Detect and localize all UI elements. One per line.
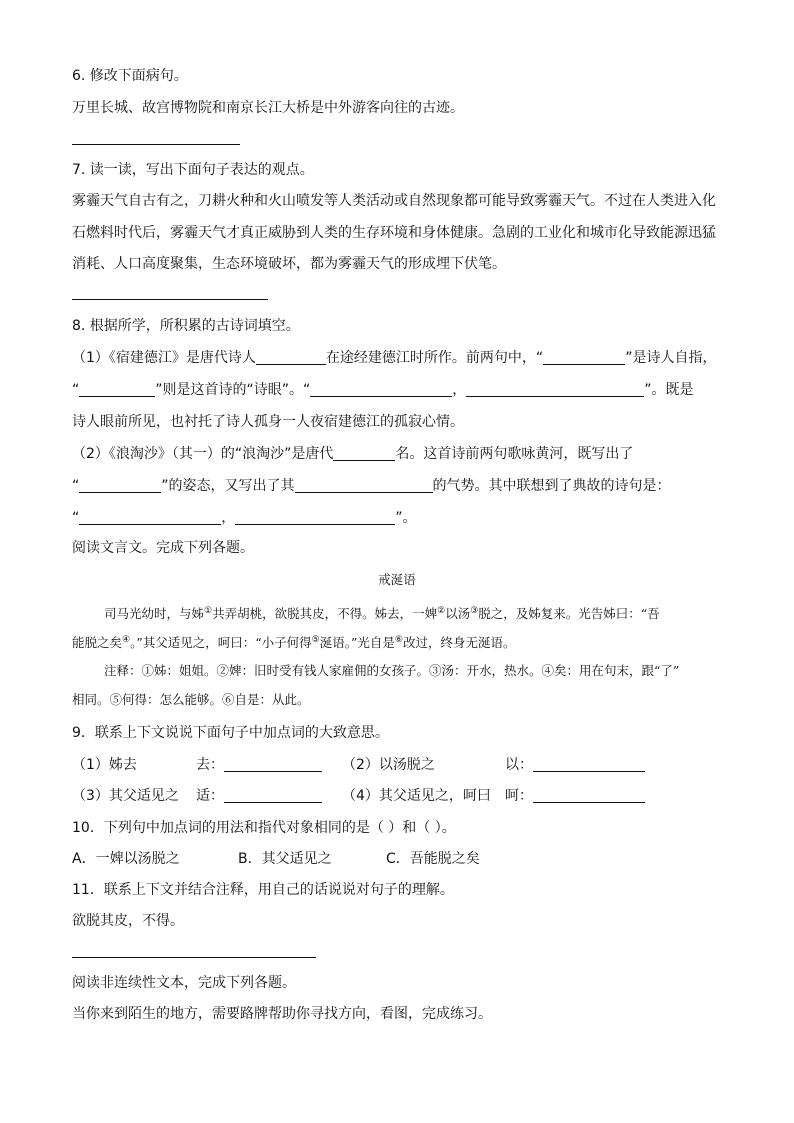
- q8-text: 名。这首诗前两句歌咏黄河，既写出了: [395, 446, 634, 462]
- q8-blank-genre[interactable]: [333, 446, 395, 461]
- q8-line-5: [72, 476, 671, 496]
- q8-line-2: [72, 380, 694, 400]
- q8-blank-self-reference[interactable]: [543, 350, 625, 365]
- footnote-marker: ⑤: [311, 635, 320, 645]
- q6-title: 6. 修改下面病句。: [72, 68, 188, 84]
- q8-text: 在途经建德江时所作。前两句中，“: [325, 350, 544, 366]
- classical-text: 司马光幼时，与姊: [104, 606, 205, 621]
- footnote-marker: ①: [204, 606, 213, 616]
- q9-item-4: （4）其父适见之，呵曰: [342, 788, 491, 804]
- q8-text: ”。: [395, 510, 417, 526]
- q8-blank-verse-1[interactable]: [310, 382, 452, 397]
- q8-text: ”。既是: [644, 382, 694, 398]
- q8-line-3: 诗人眼前所见，也衬托了诗人孤身一人夜宿建德江的孤寂心情。: [72, 414, 464, 430]
- footnote-marker: ③: [470, 606, 479, 616]
- q8-text: 的气势。其中联想到了典故的诗句是：: [432, 478, 671, 494]
- q8-line-6: [72, 508, 417, 528]
- q8-text: （1）《宿建德江》是唐代诗人: [72, 350, 256, 366]
- q8-text: ”则是这首诗的“诗眼”。“: [155, 382, 311, 398]
- q10-option-a[interactable]: A．一婢以汤脱之: [72, 851, 180, 867]
- q9-item-1: （1）姊去: [72, 757, 137, 773]
- classical-text: 共弄胡桃，欲脱其皮，不得。姊去，一婢: [212, 606, 438, 621]
- q9-blank-2[interactable]: [533, 757, 645, 772]
- footnote-marker: ④: [122, 635, 131, 645]
- q8-text: “: [72, 510, 80, 526]
- q9-blank-3[interactable]: [224, 788, 322, 803]
- q8-line-4: [72, 444, 633, 464]
- q9-title: 9．联系上下文说说下面句子中加点词的大致意思。: [72, 725, 389, 741]
- classical-text: 涎语。”光自是: [319, 635, 395, 650]
- q8-blank-poem-eye[interactable]: [79, 382, 155, 397]
- footnote-marker: ②: [437, 606, 446, 616]
- q11-title: 11．联系上下文并结合注释，用自己的话说说对句子的理解。: [72, 882, 454, 898]
- classical-title: 戒涎语: [378, 572, 416, 587]
- q8-blank-posture[interactable]: [79, 478, 161, 493]
- q8-blank-allusion-1[interactable]: [79, 510, 221, 525]
- q9-item-2-answer: [505, 755, 645, 775]
- classical-text-line-2: [72, 630, 515, 653]
- q9-blank-1[interactable]: [224, 757, 322, 772]
- q8-blank-verse-2[interactable]: [466, 382, 644, 397]
- q9-item-2: （2）以汤脱之: [342, 757, 435, 773]
- q9-item-4-answer: [505, 786, 645, 806]
- q8-blank-momentum[interactable]: [295, 478, 433, 493]
- classical-text: 改过，终身无涎语。: [402, 635, 516, 650]
- footnote-marker: ⑥: [394, 635, 403, 645]
- q9-item-3-answer: [196, 786, 322, 806]
- q9-blank-4[interactable]: [533, 788, 645, 803]
- q11-answer-line[interactable]: [72, 957, 316, 958]
- classical-intro: 阅读文言文。完成下列各题。: [72, 540, 254, 556]
- classical-text: 脱之，及姊复来。光告姊曰：“吾: [478, 606, 660, 621]
- q9-word-label: 去：: [196, 757, 224, 773]
- classical-text: 能脱之矣: [72, 635, 123, 650]
- classical-text-line-1: [104, 601, 660, 624]
- q8-blank-allusion-2[interactable]: [235, 510, 395, 525]
- q9-word-label: 以：: [505, 757, 533, 773]
- q9-word-label: 适：: [196, 788, 224, 804]
- q9-word-label: 呵：: [505, 788, 533, 804]
- q10-title: 10．下列句中加点词的用法和指代对象相同的是（ ）和（ ）。: [72, 820, 456, 836]
- q6-answer-line[interactable]: [72, 144, 240, 145]
- q8-text: （2）《浪淘沙》（其一）的“浪淘沙”是唐代: [72, 446, 334, 462]
- q8-title: 8. 根据所学，所积累的古诗词填空。: [72, 318, 300, 334]
- q7-paragraph-line-2: 石燃料时代后，雾霾天气才真正威胁到人类的生存环境和身体健康。急剧的工业化和城市化导致能源迅猛: [72, 225, 716, 241]
- q7-paragraph-line-3: 消耗、人口高度聚集，生态环境破坏，都为雾霾天气的形成埋下伏笔。: [72, 256, 506, 272]
- classical-notes-line-2: 相同。⑤何得：怎么能够。⑥自是：从此。: [72, 692, 310, 707]
- q8-text: ”的姿态，又写出了其: [161, 478, 295, 494]
- q7-title: 7. 读一读，写出下面句子表达的观点。: [72, 162, 314, 178]
- q11-sentence: 欲脱其皮，不得。: [72, 913, 184, 929]
- classical-text: 以汤: [445, 606, 471, 621]
- classical-text: 。”其父适见之，呵曰：“小子何得: [130, 635, 312, 650]
- q10-option-b[interactable]: B．其父适见之: [238, 851, 332, 867]
- q8-blank-poet[interactable]: [256, 350, 326, 365]
- q7-paragraph-line-1: 雾霾天气自古有之，刀耕火种和火山喷发等人类活动或自然现象都可能导致雾霾天气。不过在人类进入化: [72, 193, 716, 209]
- q9-item-1-answer: [196, 755, 322, 775]
- q8-text: “: [72, 478, 80, 494]
- q6-sentence: 万里长城、故宫博物院和南京长江大桥是中外游客向往的古迹。: [72, 100, 464, 116]
- q7-answer-line[interactable]: [72, 299, 268, 300]
- nontext-intro: 阅读非连续性文本，完成下列各题。: [72, 975, 296, 991]
- q8-text: ”是诗人自指，: [625, 350, 717, 366]
- q9-item-3: （3）其父适见之: [72, 788, 179, 804]
- q8-line-1: [72, 348, 716, 368]
- q10-option-c[interactable]: C．吾能脱之矣: [386, 851, 480, 867]
- q8-text: “: [72, 382, 80, 398]
- q8-text: ，: [452, 382, 467, 398]
- q8-text: ，: [221, 510, 236, 526]
- classical-notes-line-1: 注释：①姊：姐姐。②婢：旧时受有钱人家雇佣的女孩子。③汤：开水，热水。④矣：用在句末，跟“了”: [104, 663, 680, 678]
- nontext-task: 当你来到陌生的地方，需要路牌帮助你寻找方向，看图，完成练习。: [72, 1006, 492, 1022]
